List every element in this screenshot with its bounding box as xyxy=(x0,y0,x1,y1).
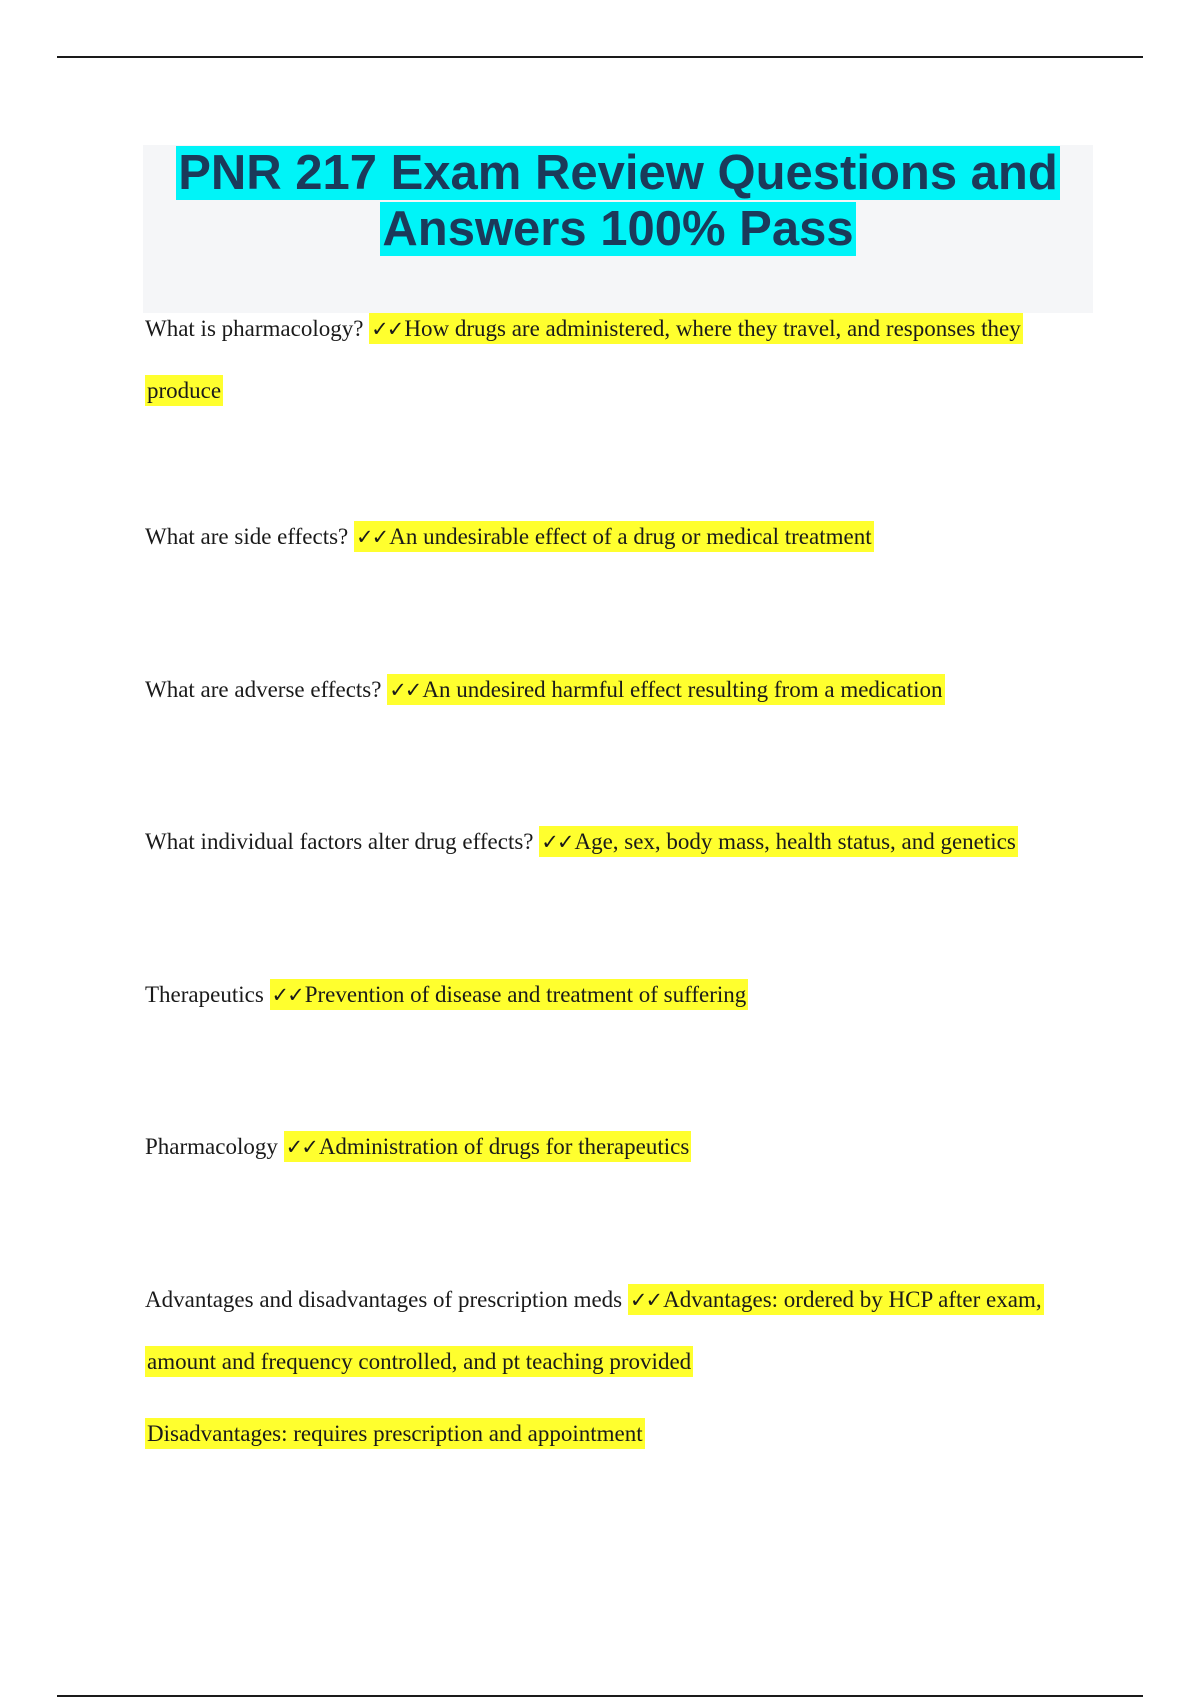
footer-rule xyxy=(57,1695,1143,1697)
answer-text xyxy=(354,521,874,552)
qa-item-7 xyxy=(145,1269,1085,1392)
check-icon: ✓✓ xyxy=(389,678,421,702)
qa-item-4 xyxy=(145,811,1085,873)
qa-item-7-extra xyxy=(145,1403,1085,1464)
qa-item-6 xyxy=(145,1116,1085,1178)
answer-extra-text: Disadvantages: requires prescription and appointment xyxy=(145,1418,645,1449)
title-box xyxy=(143,145,1093,313)
check-icon: ✓✓ xyxy=(371,317,403,341)
header-rule xyxy=(57,56,1143,58)
check-icon: ✓✓ xyxy=(271,983,303,1007)
answer-text xyxy=(539,826,1018,857)
document-title-text: PNR 217 Exam Review Questions and Answers 100% Pass xyxy=(178,146,1058,256)
check-icon: ✓✓ xyxy=(541,830,573,854)
answer-value: An undesirable effect of a drug or medical treatment xyxy=(389,524,872,549)
answer-text xyxy=(387,674,944,705)
answer-text xyxy=(284,1131,692,1162)
question-text: What individual factors alter drug effects? xyxy=(145,829,534,854)
answer-value: How drugs are administered, where they travel, and responses they produce xyxy=(147,316,1021,403)
qa-item-5 xyxy=(145,964,1085,1026)
question-text: What are adverse effects? xyxy=(145,677,382,702)
qa-item-1 xyxy=(145,298,1085,421)
question-text: What are side effects? xyxy=(145,524,349,549)
check-icon: ✓✓ xyxy=(285,1135,317,1159)
answer-text xyxy=(270,979,749,1010)
answer-value: Administration of drugs for therapeutics xyxy=(318,1134,690,1159)
question-text: What is pharmacology? xyxy=(145,316,364,341)
answer-value: Age, sex, body mass, health status, and genetics xyxy=(574,829,1016,854)
check-icon: ✓✓ xyxy=(629,1288,662,1312)
qa-item-2 xyxy=(145,506,1085,568)
question-text: Therapeutics xyxy=(145,982,264,1007)
answer-value: Advantages: ordered by HCP after exam, amount and frequency controlled, and pt teaching provided xyxy=(147,1287,1042,1374)
check-icon: ✓✓ xyxy=(356,525,388,549)
answer-value: An undesired harmful effect resulting from a medication xyxy=(422,677,943,702)
question-text: Advantages and disadvantages of prescription meds xyxy=(145,1287,623,1312)
question-text: Pharmacology xyxy=(145,1134,278,1159)
answer-value: Prevention of disease and treatment of suffering xyxy=(304,982,747,1007)
document-title xyxy=(143,145,1093,257)
qa-item-3 xyxy=(145,659,1085,721)
